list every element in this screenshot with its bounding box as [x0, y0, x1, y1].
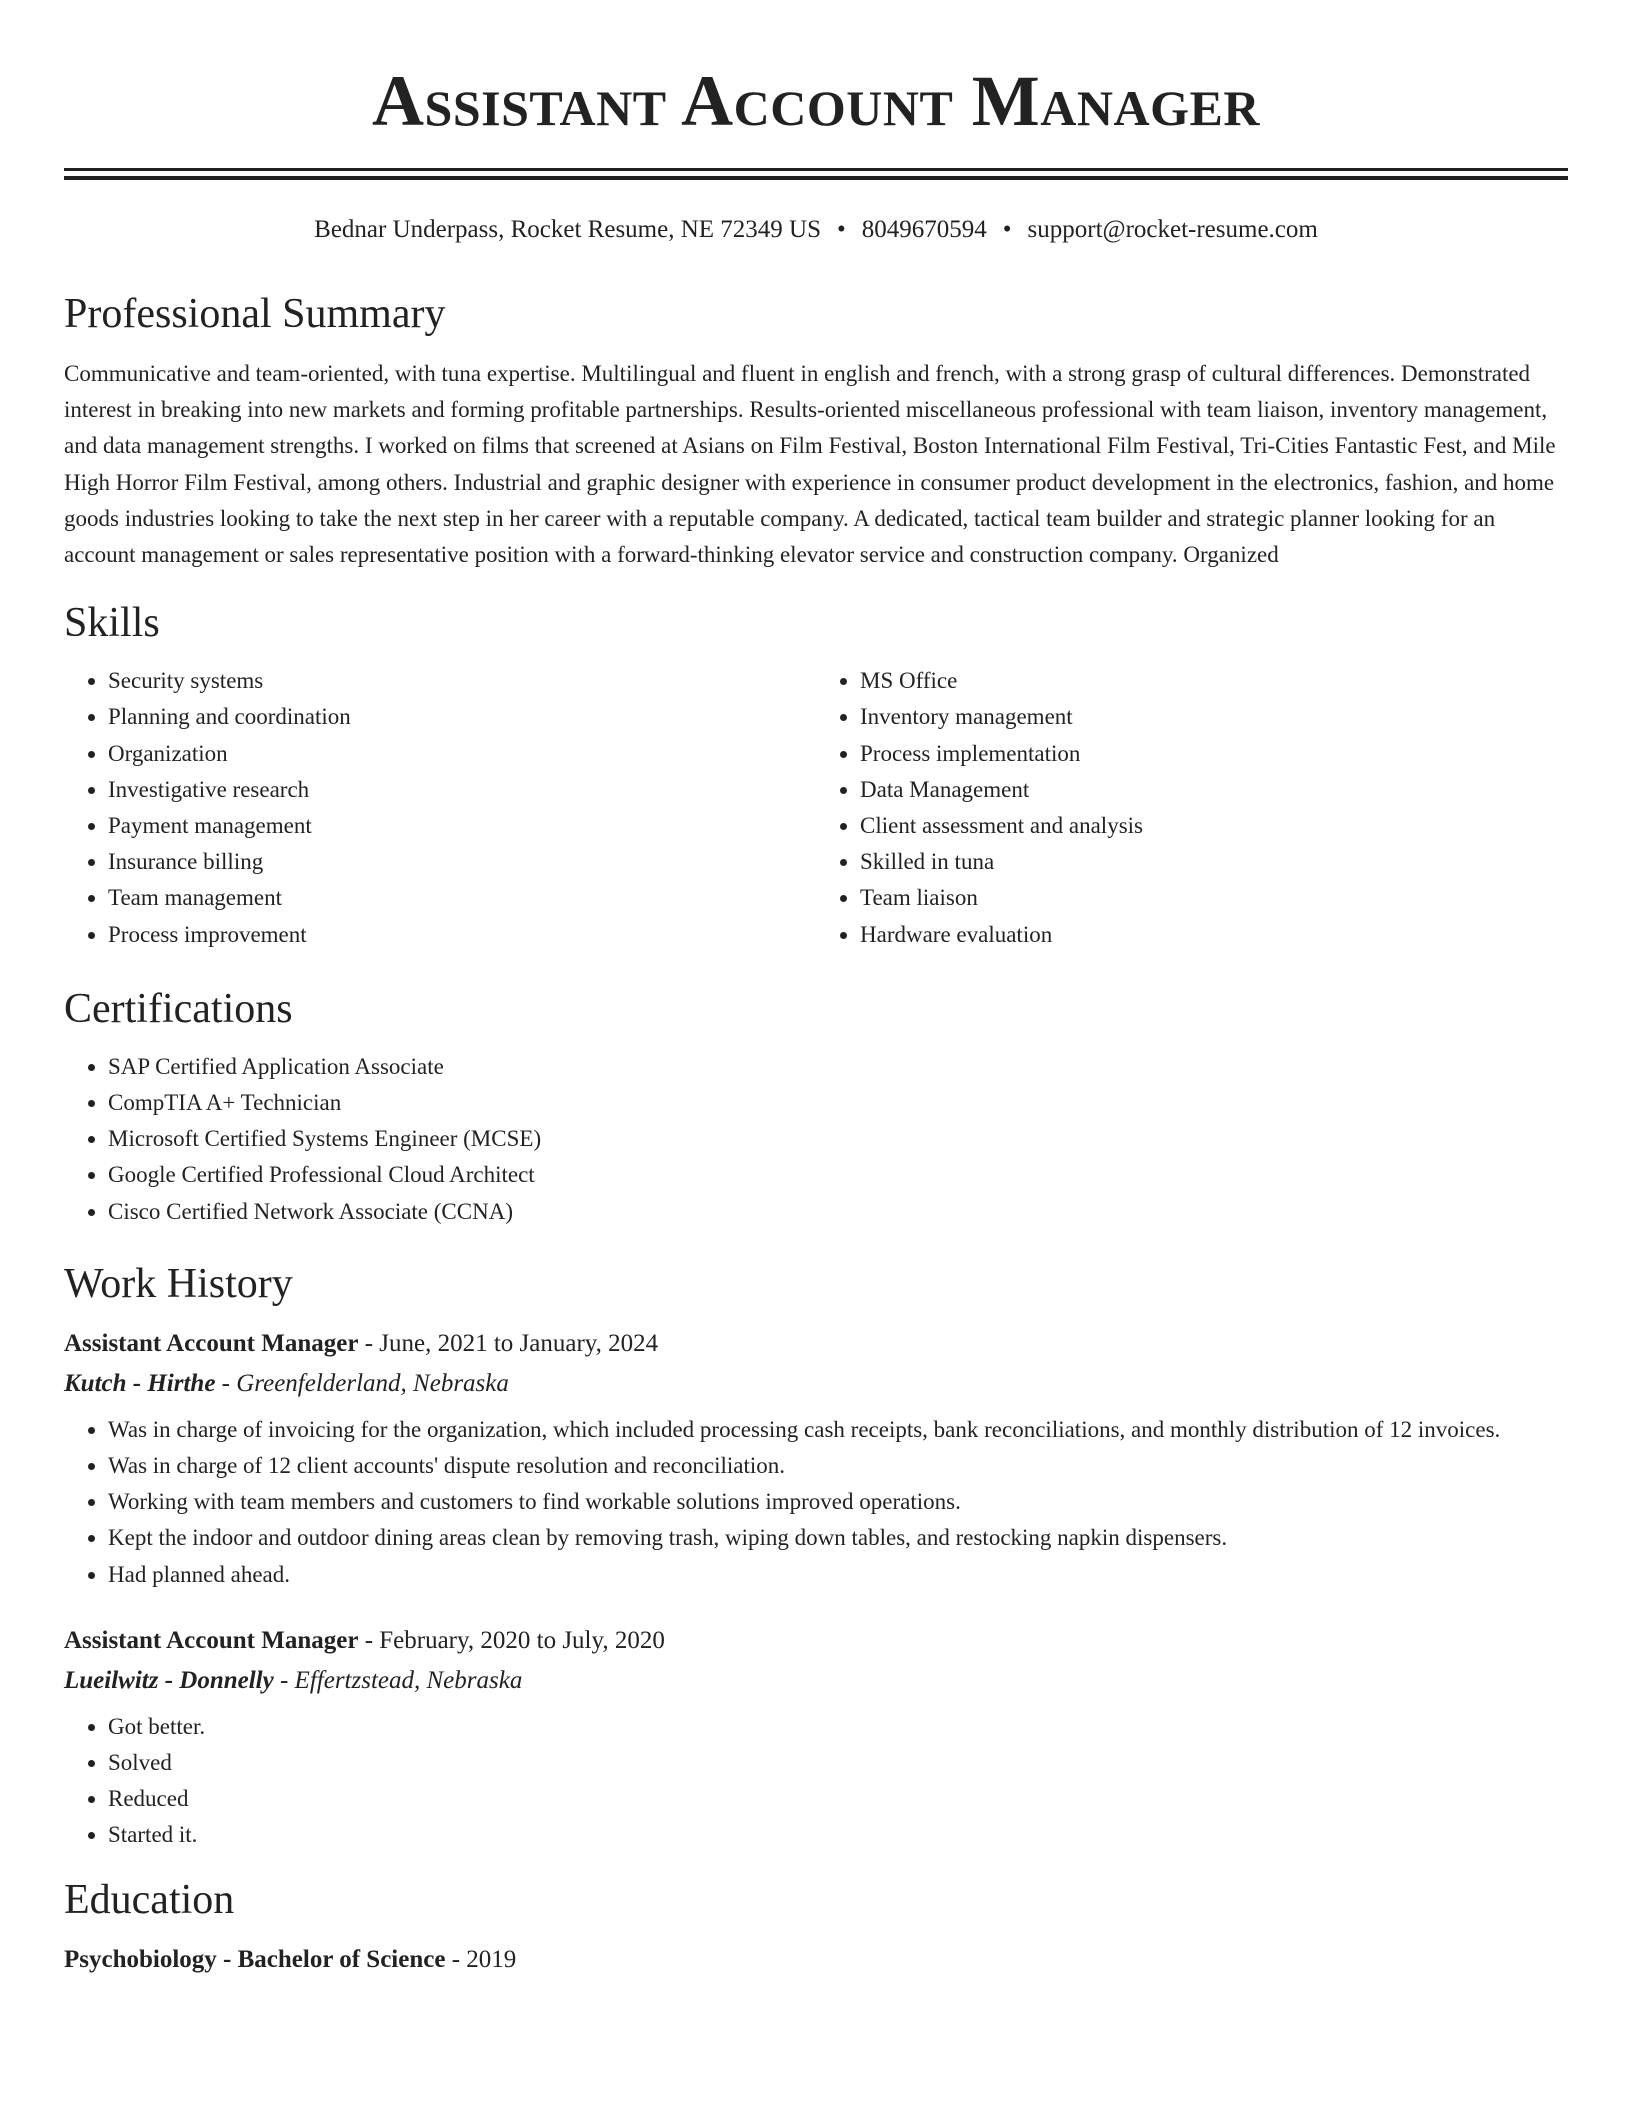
summary-text: Communicative and team-oriented, with tuna expertise. Multilingual and fluent in english and french, with a strong grasp of cultural differences. Demonstrated interest in breaking into new markets and forming profitable partnerships. Results-oriented miscellaneous professional with team liaison, inventory management, and data management strengths. I worked on films that screened at Asians on Film Festival, Boston International Film Festival, Tri-Cities Fantastic Fest, and Mile High Horror Film Festival, among others. Industrial and graphic designer with experience in consumer product development in the electronics, fashion, and home goods industries looking to take the next step in her career with a reputable company. A dedicated, tactical team builder and strategic planner looking for an account management or sales representative position with a forward-thinking elevator service and construction company. Organized [64, 361, 1556, 568]
job-title-line [64, 1621, 1568, 1661]
job-duty: • Had planned ahead. [108, 1557, 1568, 1593]
certification-item: • Microsoft Certified Systems Engineer (MCSE) [108, 1121, 1568, 1157]
certification-item: • Google Certified Professional Cloud Architect [108, 1157, 1568, 1193]
job-duties-list [64, 1709, 1568, 1854]
skills-heading: Skills [64, 600, 160, 647]
work-history-section [64, 1260, 1568, 1854]
skill-item: • Inventory management [860, 699, 1568, 735]
header-double-rule [64, 168, 1568, 180]
education-entry [64, 1940, 1568, 1980]
skill-item: • Planning and coordination [108, 699, 816, 735]
skill-item: • Skilled in tuna [860, 844, 1568, 880]
skill-item: • Investigative research [108, 772, 816, 808]
certifications-section [64, 985, 1568, 1230]
certification-item: • Cisco Certified Network Associate (CCNA) [108, 1194, 1568, 1230]
job-duties-list [64, 1412, 1568, 1593]
job-duty: • Solved [108, 1745, 1568, 1781]
skill-item: • Organization [108, 736, 816, 772]
work-history-heading: Work History [64, 1260, 293, 1307]
job-dates: - February, 2020 to July, 2020 [358, 1626, 665, 1654]
skill-item: • Security systems [108, 663, 816, 699]
skill-item: • Data Management [860, 772, 1568, 808]
resume-name: Assistant Account Manager [372, 61, 1260, 141]
job-company: Kutch - Hirthe [64, 1369, 216, 1397]
job-duty: • Kept the indoor and outdoor dining areas clean by removing trash, wiping down tables, and restocking napkin dispensers. [108, 1520, 1568, 1556]
job-duty: • Was in charge of 12 client accounts' dispute resolution and reconciliation. [108, 1448, 1568, 1484]
skills-section [64, 599, 1568, 953]
skill-item: • Process implementation [860, 736, 1568, 772]
summary-heading: Professional Summary [64, 291, 446, 337]
skill-item: • Team management [108, 880, 816, 916]
job-duty: • Reduced [108, 1781, 1568, 1817]
education-heading: Education [64, 1876, 235, 1923]
certification-item: • SAP Certified Application Associate [108, 1049, 1568, 1085]
education-year: - 2019 [445, 1945, 517, 1973]
skill-item: • Payment management [108, 808, 816, 844]
job-company-line [64, 1661, 1568, 1701]
job-duty: • Working with team members and customers to find workable solutions improved operations. [108, 1484, 1568, 1520]
certifications-heading: Certifications [64, 985, 293, 1032]
job-dates: - June, 2021 to January, 2024 [358, 1329, 659, 1357]
skills-list-right [816, 663, 1568, 953]
education-section [64, 1876, 1568, 1980]
contact-separator: • [1002, 216, 1012, 243]
skill-item: • MS Office [860, 663, 1568, 699]
job-entry [64, 1324, 1568, 1593]
skill-item: • Team liaison [860, 880, 1568, 916]
contact-line [64, 214, 1568, 246]
job-location: - Effertzstead, Nebraska [273, 1666, 523, 1694]
contact-address: Bednar Underpass, Rocket Resume, NE 72349 US [314, 216, 822, 243]
skill-item: • Insurance billing [108, 844, 816, 880]
skills-grid [64, 663, 1568, 953]
job-title: Assistant Account Manager [64, 1329, 359, 1357]
contact-phone: 8049670594 [861, 216, 987, 243]
job-entry [64, 1621, 1568, 1854]
skills-list-left [64, 663, 816, 953]
job-duty: • Was in charge of invoicing for the organization, which included processing cash receipts, bank reconciliations, and monthly distribution of 12 invoices. [108, 1412, 1568, 1448]
certification-item: • CompTIA A+ Technician [108, 1085, 1568, 1121]
contact-email: support@rocket-resume.com [1027, 216, 1318, 243]
job-company: Lueilwitz - Donnelly [64, 1666, 274, 1694]
skill-item: • Process improvement [108, 917, 816, 953]
education-degree: Psychobiology - Bachelor of Science [64, 1945, 446, 1973]
job-duty: • Started it. [108, 1817, 1568, 1853]
job-location: - Greenfelderland, Nebraska [215, 1369, 509, 1397]
skill-item: • Client assessment and analysis [860, 808, 1568, 844]
job-duty: • Got better. [108, 1709, 1568, 1745]
job-title-line [64, 1324, 1568, 1364]
contact-separator: • [837, 216, 846, 243]
certifications-list [64, 1049, 1568, 1230]
summary-section [64, 290, 1568, 573]
job-company-line [64, 1364, 1568, 1404]
job-title: Assistant Account Manager [64, 1626, 359, 1654]
skill-item: • Hardware evaluation [860, 917, 1568, 953]
